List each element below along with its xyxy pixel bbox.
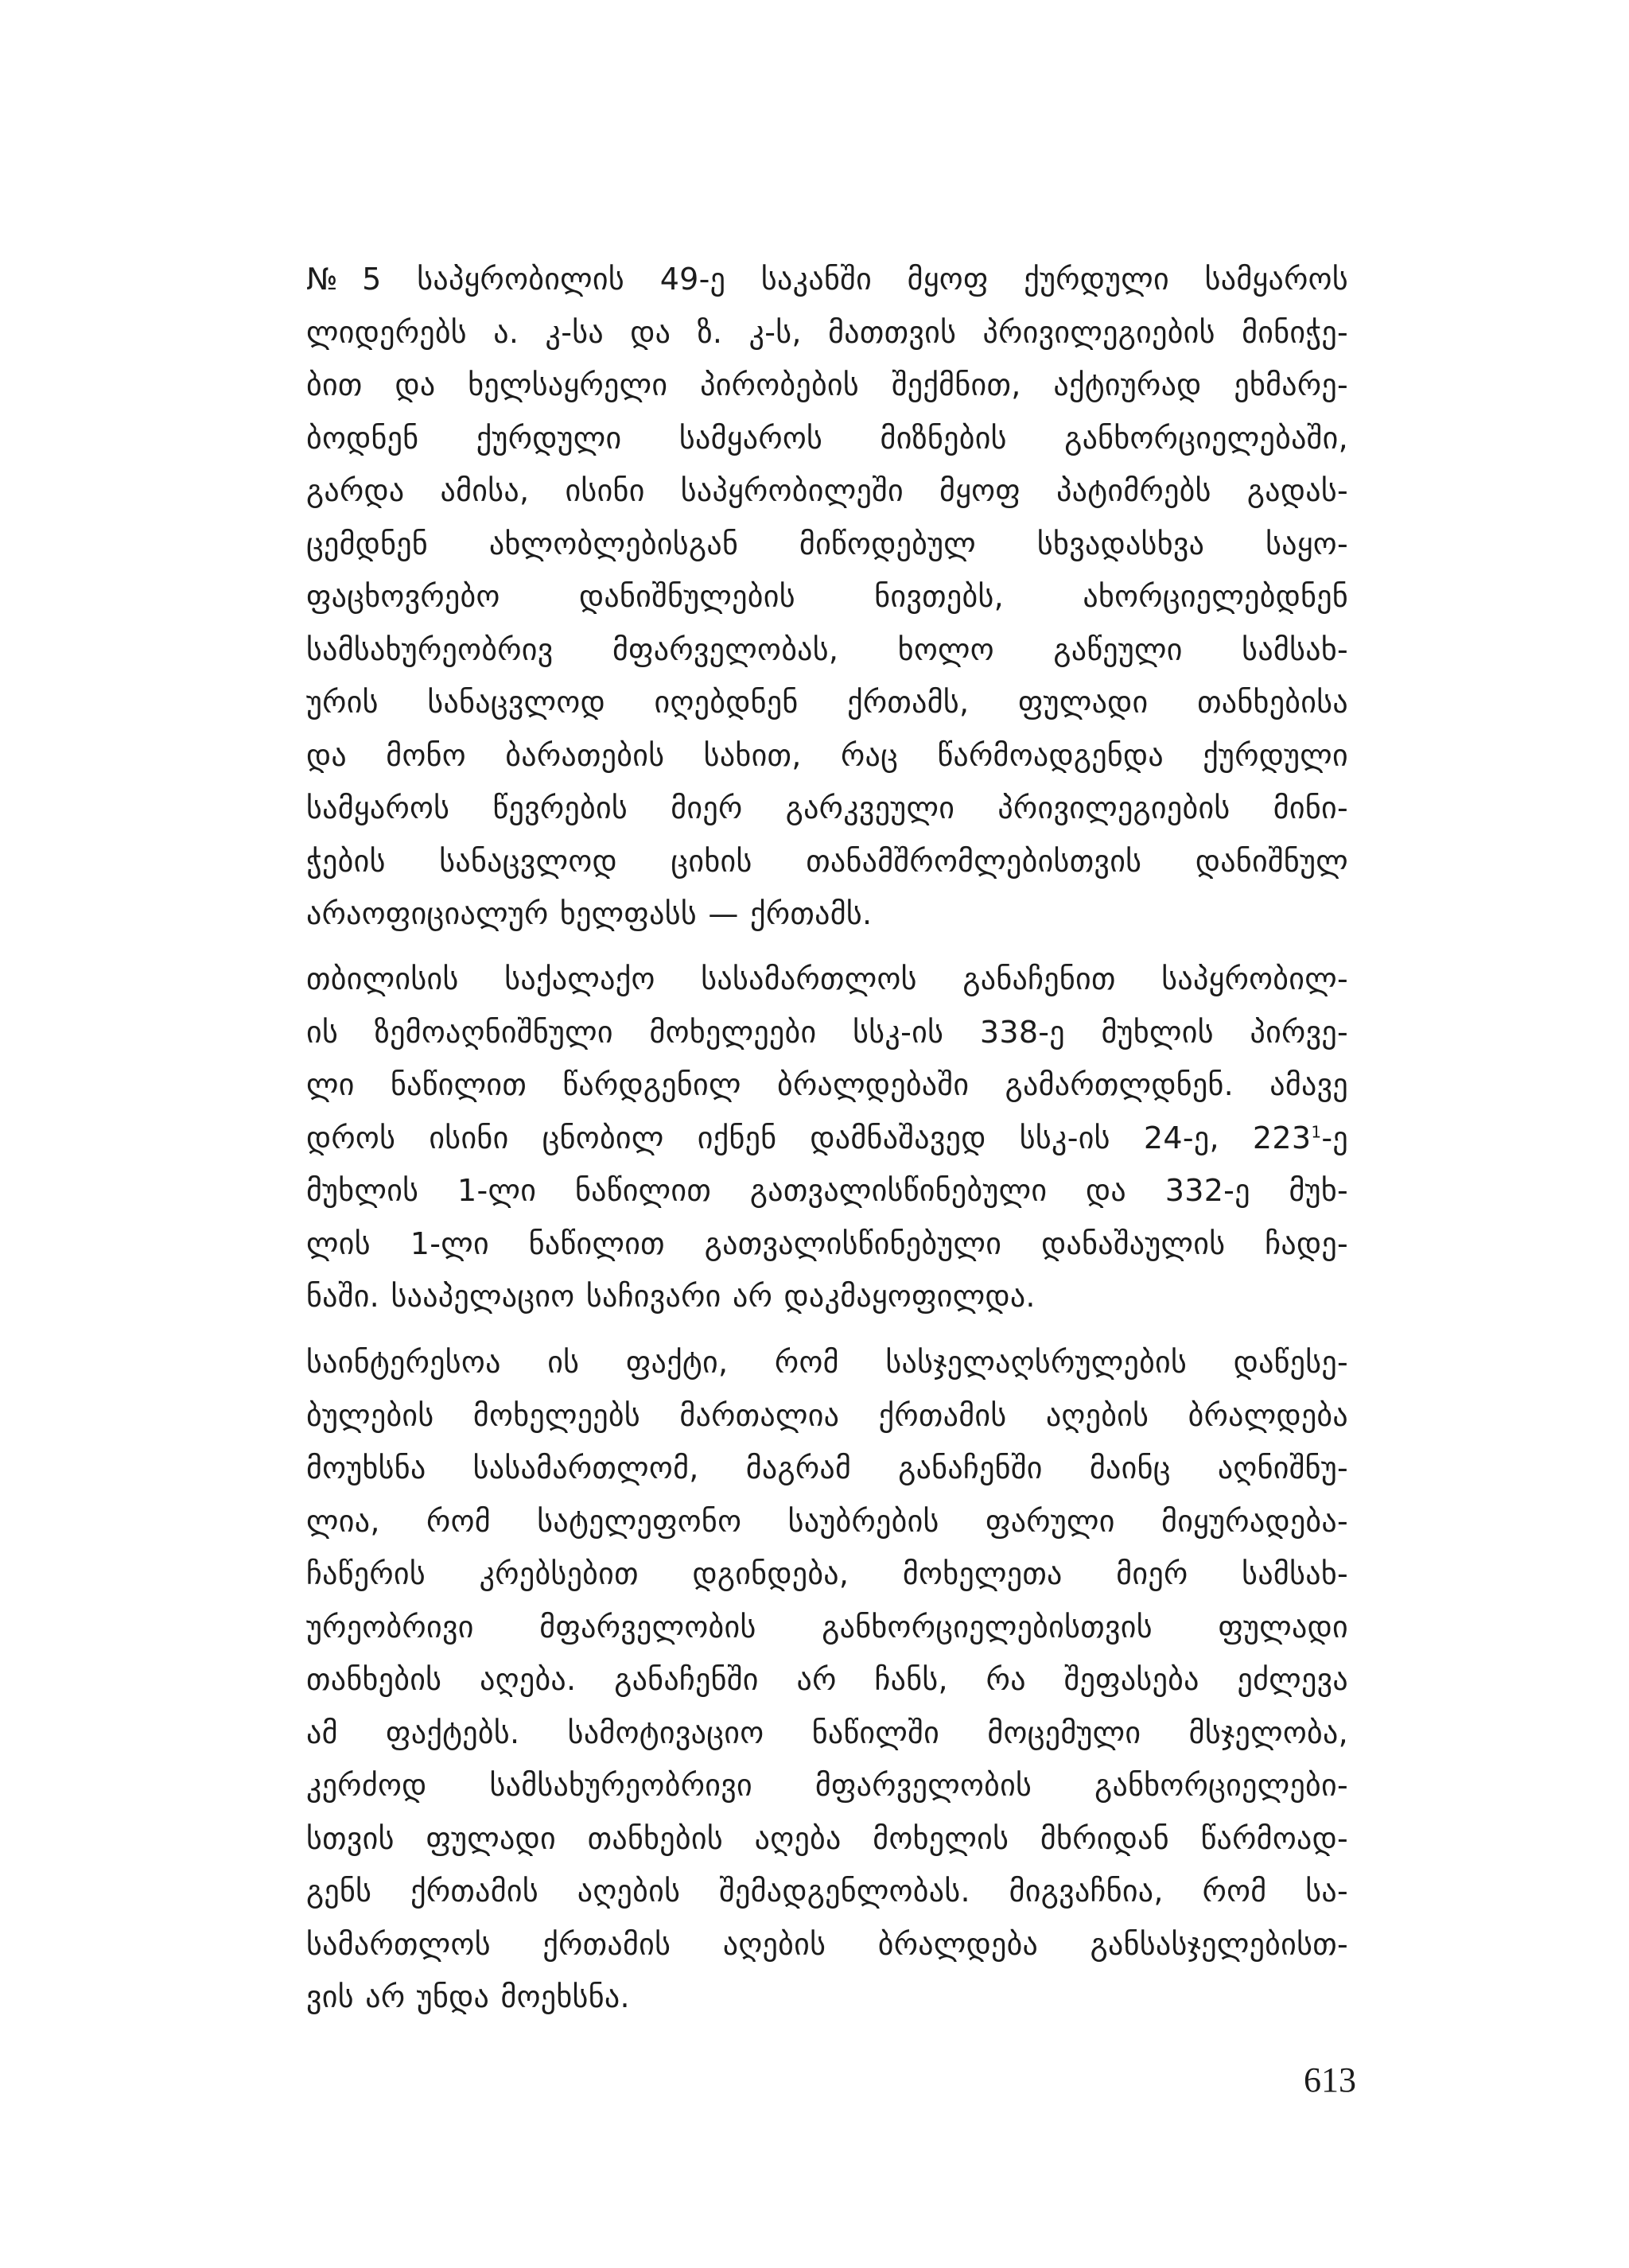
text-line: ვის არ უნდა მოეხსნა.: [306, 1979, 630, 2014]
text-line: მოუხსნა სასამართლომ, მაგრამ განაჩენში მაინც აღნიშნუ-: [306, 1451, 1348, 1485]
text-line: საინტერესოა ის ფაქტი, რომ სასჯელაღსრულების დაწესე-: [306, 1345, 1348, 1380]
text-line: არაოფიციალურ ხელფასს — ქრთამს.: [306, 896, 873, 931]
text-line: ჭების სანაცვლოდ ციხის თანამშრომლებისთვის დანიშნულ: [306, 843, 1348, 879]
text-line: გარდა ამისა, ისინი საპყრობილეში მყოფ პატიმრებს გადას-: [306, 473, 1348, 508]
text-line: ის ზემოაღნიშნული მოხელეები სსკ-ის 338-ე მუხლის პირვე-: [306, 1014, 1348, 1050]
text-line: მუხლის 1-ლი ნაწილით გათვალისწინებული და 332-ე მუხ-: [306, 1173, 1348, 1208]
text-line: თანხების აღება. განაჩენში არ ჩანს, რა შეფასება ეძლევა: [306, 1662, 1348, 1697]
page-number: 613: [1304, 2060, 1356, 2099]
text-line: ლია, რომ სატელეფონო საუბრების ფარული მიყურადება-: [306, 1503, 1348, 1539]
text-line: ლის 1-ლი ნაწილით გათვალისწინებული დანაშაულის ჩადე-: [306, 1225, 1348, 1261]
paragraph-2: [306, 953, 1348, 1323]
text-line: ბით და ხელსაყრელი პირობების შექმნით, აქტიურად ეხმარე-: [306, 367, 1348, 402]
text-line: ბოდნენ ქურდული სამყაროს მიზნების განხორციელებაში,: [306, 420, 1348, 456]
text-line-segment: -ე: [1321, 1120, 1348, 1155]
text-line: სამსახურეობრივ მფარველობას, ხოლო გაწეული სამსახ-: [306, 631, 1348, 667]
paragraph-3: [306, 1336, 1348, 2024]
text-line: სამყაროს წევრების მიერ გარკვეული პრივილეგიების მინი-: [306, 790, 1348, 825]
text-line: ლი ნაწილით წარდგენილ ბრალდებაში გამართლდნენ. ამავე: [306, 1067, 1348, 1102]
text-line: ლიდერებს ა. კ-სა და ზ. კ-ს, მათთვის პრივილეგიების მინიჭე-: [306, 314, 1348, 350]
text-line-segment: დროს ისინი ცნობილ იქნენ დამნაშავედ სსკ-ის 24-ე, 223: [306, 1120, 1312, 1155]
text-line: ცემდნენ ახლობლებისგან მიწოდებულ სხვადასხვა საყო-: [306, 526, 1348, 561]
text-line: №5 საპყრობილის 49-ე საკანში მყოფ ქურდული სამყაროს: [306, 262, 1348, 297]
text-line: ნაში. სააპელაციო საჩივარი არ დაკმაყოფილდა.: [306, 1279, 1036, 1314]
text-line: ამ ფაქტებს. სამოტივაციო ნაწილში მოცემული მსჯელობა,: [306, 1715, 1348, 1750]
text-line: და მონო ბარათების სახით, რაც წარმოადგენდა ქურდული: [306, 737, 1348, 773]
text-line-with-footnote: [306, 1112, 1348, 1165]
text-line: ბულების მოხელეებს მართალია ქრთამის აღების ბრალდება: [306, 1397, 1348, 1433]
text-line: ფაცხოვრებო დანიშნულების ნივთებს, ახორციელებდნენ: [306, 579, 1348, 614]
text-line: ჩაწერის კრებსებით დგინდება, მოხელეთა მიერ სამსახ-: [306, 1556, 1348, 1591]
text-line: სთვის ფულადი თანხების აღება მოხელის მხრიდან წარმოად-: [306, 1820, 1348, 1856]
text-line: კერძოდ სამსახურეობრივი მფარველობის განხორციელები-: [306, 1768, 1348, 1803]
paragraph-1: [306, 253, 1348, 941]
text-line: გენს ქრთამის აღების შემადგენლობას. მიგვაჩნია, რომ სა-: [306, 1874, 1348, 1909]
text-line: ურეობრივი მფარველობის განხორციელებისთვის ფულადი: [306, 1609, 1348, 1645]
footnote-mark: 1: [1311, 1121, 1322, 1141]
text-line: ურის სანაცვლოდ იღებდნენ ქრთამს, ფულადი თანხებისა: [306, 685, 1348, 720]
text-line: თბილისის საქალაქო სასამართლოს განაჩენით საპყრობილ-: [306, 961, 1348, 996]
text-line: სამართლოს ქრთამის აღების ბრალდება განსასჯელებისთ-: [306, 1926, 1348, 1962]
